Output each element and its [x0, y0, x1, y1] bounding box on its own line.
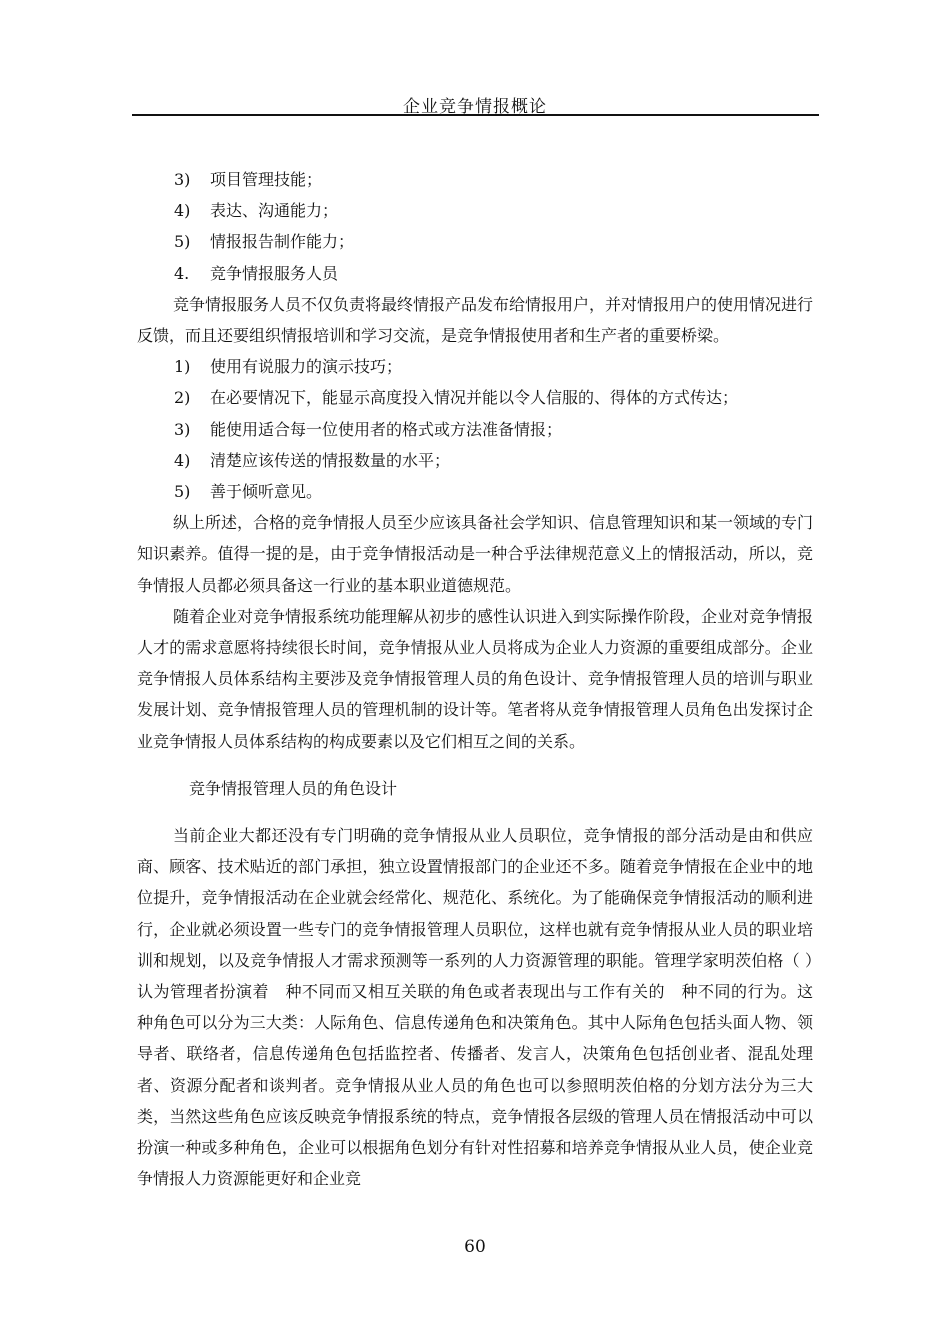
- subsection-heading: [137, 258, 813, 289]
- list-item-number: 3): [174, 170, 191, 189]
- page-body: [137, 164, 830, 1195]
- list-item: [137, 226, 813, 257]
- list-item: [137, 164, 813, 195]
- list-item-number: 2): [174, 388, 191, 408]
- paragraph: 竞争情报服务人员不仅负责将最终情报产品发布给情报用户，并对情报用户的使用情况进行反馈，而且还要组织情报培训和学习交流，是竞争情报使用者和生产者的重要桥梁。: [137, 294, 814, 346]
- list-item-number: 5): [174, 482, 191, 502]
- list-item-text: 清楚应该传送的情报数量的水平；: [210, 450, 451, 470]
- list-item-number: 4): [174, 201, 191, 221]
- section-heading: 竞争情报管理人员的角色设计: [189, 778, 398, 798]
- subsection-title: 竞争情报服务人员: [210, 263, 339, 283]
- list-item-number: 4): [174, 450, 191, 470]
- header-rule: [132, 114, 819, 116]
- page-number: 60: [464, 1237, 486, 1257]
- list-item-text: 项目管理技能；: [210, 170, 323, 189]
- list-item: [137, 351, 813, 382]
- list-item-text: 能使用适合每一位使用者的格式或方法准备情报；: [210, 419, 563, 439]
- list-item-number: 5): [174, 232, 191, 252]
- list-item-text: 使用有说服力的演示技巧；: [210, 357, 403, 377]
- list-item: [137, 414, 813, 445]
- list-item-text: 表达、沟通能力；: [210, 201, 339, 221]
- list-item-number: 1): [174, 357, 191, 377]
- paragraph: 纵上所述，合格的竞争情报人员至少应该具备社会学知识、信息管理知识和某一领域的专门知识素养。值得一提的是，由于竞争情报活动是一种合乎法律规范意义上的情报活动，所以，竞争情报人员都必须具备这一行业的基本职业道德规范。: [137, 513, 814, 595]
- list-item-text: 情报报告制作能力；: [210, 232, 355, 252]
- paragraph: 当前企业大都还没有专门明确的竞争情报从业人员职位，竞争情报的部分活动是由和供应商、顾客、技术贴近的部门承担，独立设置情报部门的企业还不多。随着竞争情报在企业中的地位提升，竞争情报活动在企业就会经常化、规范化、系统化。为了能确保竞争情报活动的顺利进行，企业就必须设置一些专门的竞争情报管理人员职位，这样也就有竞争情报从业人员的职业培训和规划，以及竞争情报人才需求预测等一系列的人力资源管理的职能。管理学家明茨伯格（ ）认为管理者扮演着 种不同而又相互关联的角色或者表现出与工作有关的 种不同的行为。这 种角色可以分为三大类：人际角色、信息传递角色和决策角色。其中人际角色包括头面人物、领导者、联络者，信息传递角色包括监控者、传播者、发言人，决策角色包括创业者、混乱处理者、资源分配者和谈判者。竞争情报从业人员的角色也可以参照明茨伯格的分划方法分为三大类，当然这些角色应该反映竞争情报系统的特点，竞争情报各层级的管理人员在情报活动中可以扮演一种或多种角色，企业可以根据角色划分有针对性招募和培养竞争情报从业人员，使企业竞争情报人力资源能更好和企业竞: [137, 826, 830, 1189]
- list-item: [137, 476, 813, 507]
- subsection-number: 4.: [174, 263, 190, 283]
- list-item-number: 3): [174, 419, 191, 439]
- list-item-text: 善于倾听意见。: [210, 482, 323, 502]
- list-item: [137, 445, 813, 476]
- list-item: [137, 195, 813, 226]
- list-item-text: 在必要情况下，能显示高度投入情况并能以令人信服的、得体的方式传达；: [210, 388, 739, 408]
- paragraph: 随着企业对竞争情报系统功能理解从初步的感性认识进入到实际操作阶段，企业对竞争情报人才的需求意愿将持续很长时间，竞争情报从业人员将成为企业人力资源的重要组成部分。企业竞争情报人员体系结构主要涉及竞争情报管理人员的角色设计、竞争情报管理人员的培训与职业发展计划、竞争情报管理人员的管理机制的设计等。笔者将从竞争情报管理人员角色出发探讨企业竞争情报人员体系结构的构成要素以及它们相互之间的关系。: [137, 606, 814, 751]
- list-item: [137, 382, 813, 413]
- running-header: 企业竞争情报概论: [403, 97, 547, 117]
